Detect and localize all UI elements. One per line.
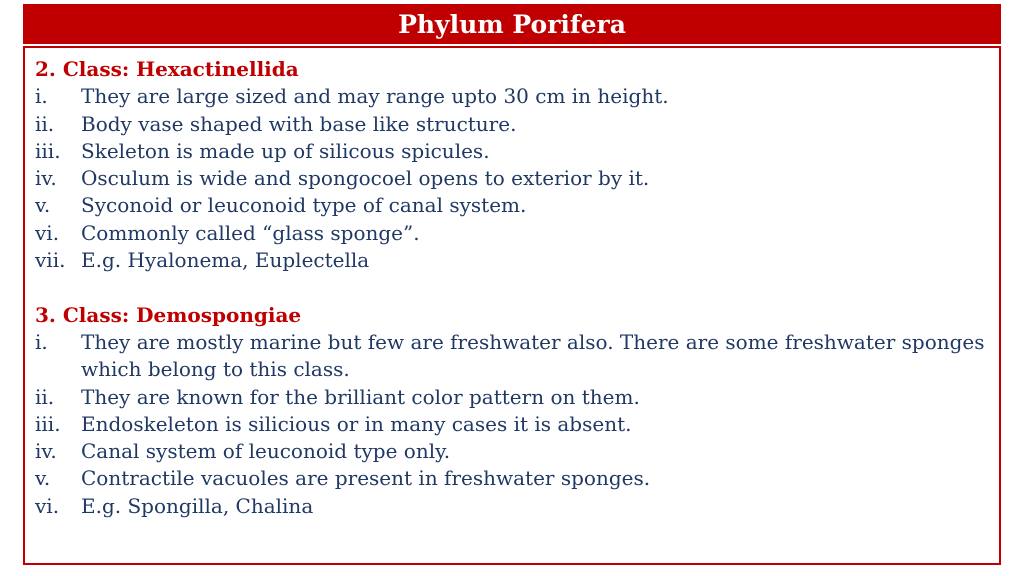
section-heading: 2. Class: Hexactinellida: [35, 57, 299, 81]
point-list: [35, 83, 991, 274]
item-numeral: iii.: [35, 411, 61, 436]
list-item: [35, 192, 991, 219]
item-numeral: vi.: [35, 220, 60, 245]
list-item: [35, 384, 991, 411]
item-numeral: v.: [35, 466, 51, 491]
section-hexactinellida: [35, 56, 991, 274]
item-numeral: vii.: [35, 248, 66, 273]
item-text: Body vase shaped with base like structure.: [81, 111, 517, 136]
item-text: Canal system of leuconoid type only.: [81, 439, 451, 464]
list-item: [35, 220, 991, 247]
item-text: Endoskeleton is silicious or in many cases it is absent.: [81, 411, 632, 436]
item-text: E.g. Hyalonema, Euplectella: [81, 248, 370, 273]
item-numeral: iv.: [35, 166, 57, 191]
list-item: [35, 83, 991, 110]
item-text: They are large sized and may range upto 30 cm in height.: [81, 84, 669, 109]
content-box: [23, 46, 1001, 565]
section-heading: 3. Class: Demospongiae: [35, 302, 302, 327]
item-text: E.g. Spongilla, Chalina: [81, 493, 314, 518]
list-item: [35, 247, 991, 274]
list-item: [35, 493, 991, 520]
item-numeral: i.: [35, 84, 48, 109]
item-numeral: vi.: [35, 493, 60, 518]
section-spacer: [35, 274, 991, 301]
item-text: Contractile vacuoles are present in freshwater sponges.: [81, 466, 651, 491]
item-numeral: iv.: [35, 439, 57, 464]
item-numeral: ii.: [35, 384, 55, 409]
item-text: Skeleton is made up of silicous spicules.: [81, 138, 490, 163]
item-text: They are known for the brilliant color pattern on them.: [81, 384, 640, 409]
item-numeral: ii.: [35, 111, 55, 136]
list-item: [35, 111, 991, 138]
list-item: [35, 465, 991, 492]
list-item: [35, 165, 991, 192]
item-text: They are mostly marine but few are freshwater also. There are some freshwater sponges which belong to this class.: [81, 329, 985, 382]
item-text: Syconoid or leuconoid type of canal system.: [81, 193, 527, 218]
list-item: [35, 438, 991, 465]
point-list: [35, 329, 991, 520]
list-item: [35, 138, 991, 165]
list-item: [35, 411, 991, 438]
section-demospongiae: [35, 302, 991, 520]
title-bar: [23, 4, 1001, 44]
item-numeral: v.: [35, 193, 51, 218]
item-numeral: iii.: [35, 138, 61, 163]
item-text: Commonly called “glass sponge”.: [81, 220, 420, 245]
list-item: [35, 329, 991, 384]
page-title: Phylum Porifera: [398, 9, 626, 39]
item-numeral: i.: [35, 329, 48, 354]
item-text: Osculum is wide and spongocoel opens to exterior by it.: [81, 166, 650, 191]
